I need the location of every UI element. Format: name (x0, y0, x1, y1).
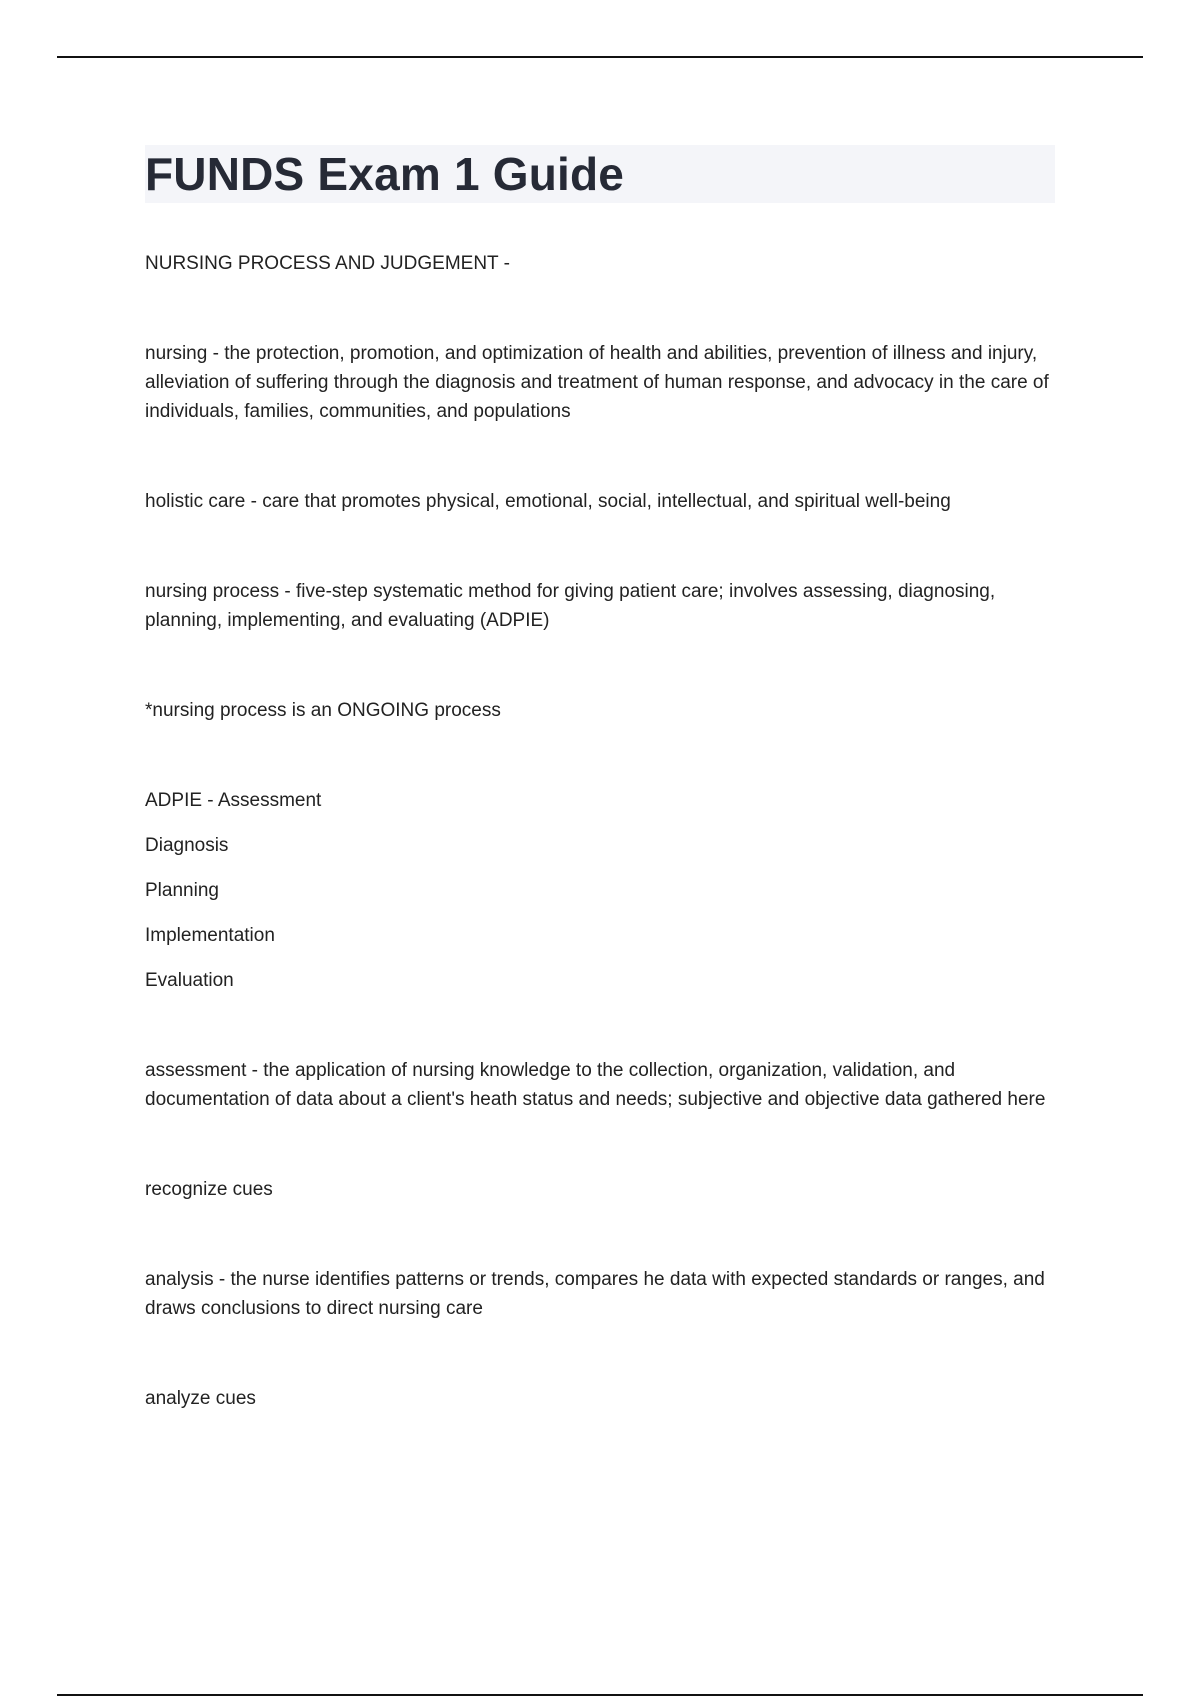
entry-ongoing-note: *nursing process is an ONGOING process (145, 700, 501, 721)
entry-analysis: analysis - the nurse identifies patterns or trends, compares he data with expected standards or ranges, and draws conclusions to direct nursing care (145, 1269, 1045, 1319)
title-banner (145, 145, 1055, 203)
adpie-item-assessment: ADPIE - Assessment (145, 790, 322, 811)
adpie-item-implementation: Implementation (145, 925, 275, 946)
entry-nursing: nursing - the protection, promotion, and optimization of health and abilities, prevention of illness and injury, alleviation of suffering through the diagnosis and treatment of human response, and advocacy in the care of individuals, families, communities, and populations (145, 343, 1049, 422)
bottom-divider (57, 1694, 1143, 1696)
document-body (145, 145, 1055, 1413)
entry-nursing-process: nursing process - five-step systematic method for giving patient care; involves assessing, diagnosing, planning, implementing, and evaluating (ADPIE) (145, 581, 996, 631)
section-heading: NURSING PROCESS AND JUDGEMENT - (145, 253, 510, 274)
adpie-item-planning: Planning (145, 880, 219, 901)
document-title: FUNDS Exam 1 Guide (145, 148, 625, 200)
entry-assessment: assessment - the application of nursing knowledge to the collection, organization, validation, and documentation of data about a client's heath status and needs; subjective and objective data gathered here (145, 1060, 1046, 1110)
entry-analyze-cues: analyze cues (145, 1388, 256, 1409)
top-divider (57, 56, 1143, 58)
adpie-item-evaluation: Evaluation (145, 970, 234, 991)
entry-holistic-care: holistic care - care that promotes physical, emotional, social, intellectual, and spiritual well-being (145, 491, 951, 512)
adpie-item-diagnosis: Diagnosis (145, 835, 229, 856)
entry-recognize-cues: recognize cues (145, 1179, 273, 1200)
